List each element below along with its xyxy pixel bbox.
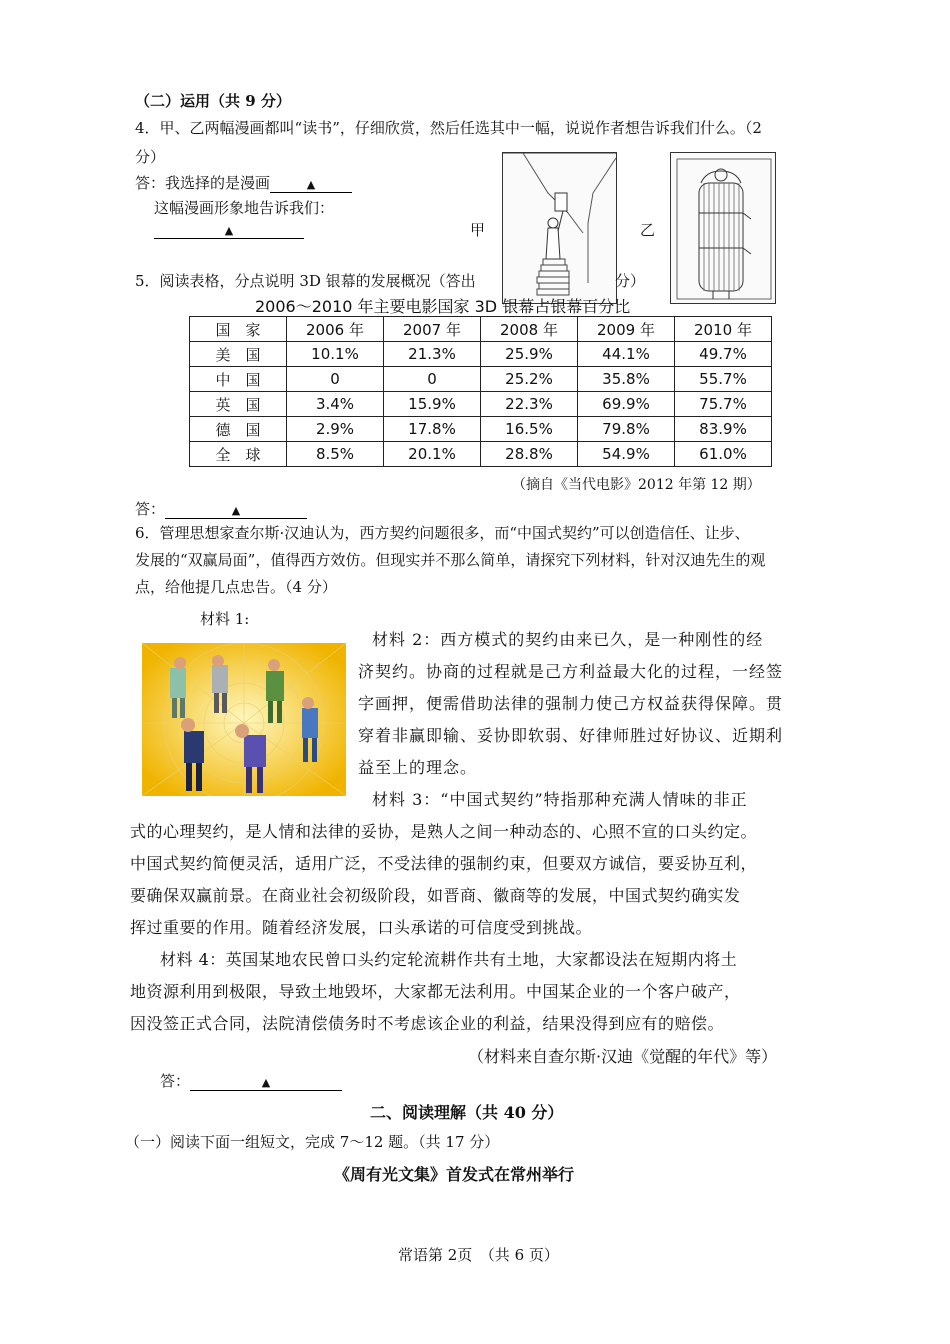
table-row	[190, 442, 772, 467]
table-cell: 25.9%	[481, 342, 578, 367]
table-cell: 16.5%	[481, 417, 578, 442]
cartoon-b-image	[670, 152, 776, 304]
q5-answer-prefix: 答：	[135, 500, 166, 518]
table-cell: 55.7%	[675, 367, 772, 392]
table-cell: 8.5%	[287, 442, 384, 467]
data-table	[189, 316, 772, 467]
material2-line1: 材料 2：西方模式的契约由来已久，是一种刚性的经	[372, 630, 764, 649]
q6-line3: 点，给他提几点忠告。（4 分）	[135, 578, 337, 596]
material3-line4: 要确保双赢前景。在商业社会初级阶段，如晋商、徽商等的发展，中国式契约确实发	[130, 886, 741, 905]
cartoon-a-label: 甲	[470, 221, 486, 239]
q5-prompt-tail: 分）	[615, 272, 646, 290]
table-header-row	[190, 317, 772, 342]
q5-answer-blank[interactable]	[165, 500, 307, 519]
q5-prompt-text: 5．阅读表格，分点说明 3D 银幕的发展概况（答出	[135, 272, 476, 290]
material2-line2: 济契约。协商的过程就是己方利益最大化的过程，一经签	[358, 662, 784, 681]
table-cell: 中 国	[190, 367, 287, 392]
q4-answer-line1	[135, 172, 352, 193]
q6-line2: 发展的“双赢局面”，值得西方效仿。但现实并不那么简单，请探究下列材料，针对汉迪先生的观	[135, 551, 766, 569]
material4-line2: 地资源利用到极限，导致土地毁坏，大家都无法利用。中国某企业的一个客户破产，	[130, 982, 741, 1001]
table-cell: 17.8%	[384, 417, 481, 442]
table-cell: 15.9%	[384, 392, 481, 417]
q4-answer-prefix: 答：我选择的是漫画	[135, 174, 271, 192]
material4-line3: 因没签正式合同，法院清偿债务时不考虑该企业的利益，结果没得到应有的赔偿。	[130, 1014, 725, 1033]
cartoon-b-label: 乙	[640, 221, 656, 239]
table-cell: 3.4%	[287, 392, 384, 417]
material3-line2: 式的心理契约，是人情和法律的妥协，是熟人之间一种动态的、心照不宣的口头约定。	[130, 822, 758, 841]
part2-heading: 二、阅读理解（共 40 分）	[370, 1103, 564, 1122]
table-source: （摘自《当代电影》2012 年第 12 期）	[512, 477, 761, 493]
q6-answer-prefix: 答：	[160, 1072, 191, 1090]
section-heading: （二）运用（共 9 分）	[135, 92, 291, 110]
table-cell: 美 国	[190, 342, 287, 367]
header-cell: 2009 年	[578, 317, 675, 342]
material2-line3: 字画押，便需借助法律的强制力使己方权益获得保障。贯	[358, 694, 784, 713]
table-cell: 44.1%	[578, 342, 675, 367]
cartoon-a-image	[502, 152, 617, 304]
blank-mark: ▲	[261, 1076, 271, 1089]
table-cell: 35.8%	[578, 367, 675, 392]
table-cell: 21.3%	[384, 342, 481, 367]
table-cell: 22.3%	[481, 392, 578, 417]
page-footer: 常语第 2页 （共 6 页）	[398, 1246, 559, 1264]
header-cell: 2006 年	[287, 317, 384, 342]
table-title: 2006～2010 年主要电影国家 3D 银幕占银幕百分比	[255, 297, 631, 316]
header-cell: 2007 年	[384, 317, 481, 342]
blank-mark: ▲	[224, 224, 234, 237]
part2-subheading: （一）阅读下面一组短文，完成 7～12 题。（共 17 分）	[125, 1133, 500, 1151]
header-cell: 国 家	[190, 317, 287, 342]
blank-mark: ▲	[306, 178, 316, 191]
table-row	[190, 392, 772, 417]
article-title: 《周有光文集》首发式在常州举行	[334, 1165, 575, 1184]
material2-line5: 益至上的理念。	[358, 758, 478, 777]
material2-line4: 穿着非赢即输、妥协即软弱、好律师胜过好协议、近期利	[358, 726, 784, 745]
q4-answer-blank-2[interactable]	[154, 220, 304, 239]
table-cell: 0	[287, 367, 384, 392]
material3-line3: 中国式契约简便灵活，适用广泛，不受法律的强制约束，但要双方诚信，要妥协互利，	[130, 854, 758, 873]
table-cell: 83.9%	[675, 417, 772, 442]
material3-line5: 挥过重要的作用。随着经济发展，口头承诺的可信度受到挑战。	[130, 918, 593, 937]
table-cell: 0	[384, 367, 481, 392]
q4-answer-blank[interactable]	[270, 174, 352, 193]
table-cell: 全 球	[190, 442, 287, 467]
material1-label: 材料 1:	[200, 610, 250, 628]
q6-answer	[160, 1070, 342, 1091]
table-cell: 英 国	[190, 392, 287, 417]
q4-answer-line3	[154, 220, 304, 239]
table-cell: 2.9%	[287, 417, 384, 442]
table-cell: 10.1%	[287, 342, 384, 367]
table-row	[190, 342, 772, 367]
q6-line1: 6．管理思想家查尔斯·汉迪认为，西方契约问题很多，而“中国式契约”可以创造信任、让步、	[135, 524, 750, 542]
header-cell: 2008 年	[481, 317, 578, 342]
q6-source: （材料来自查尔斯·汉迪《觉醒的年代》等）	[468, 1047, 778, 1066]
table-cell: 54.9%	[578, 442, 675, 467]
table-row	[190, 367, 772, 392]
table-cell: 德 国	[190, 417, 287, 442]
table-cell: 61.0%	[675, 442, 772, 467]
header-cell: 2010 年	[675, 317, 772, 342]
table-cell: 79.8%	[578, 417, 675, 442]
table-cell: 28.8%	[481, 442, 578, 467]
q5-answer	[135, 498, 307, 519]
blank-mark: ▲	[231, 504, 241, 517]
table-cell: 20.1%	[384, 442, 481, 467]
q4-line2: 分）	[135, 148, 166, 166]
material3-line1: 材料 3：“中国式契约”特指那种充满人情味的非正	[372, 790, 748, 809]
table-row	[190, 417, 772, 442]
q6-answer-blank[interactable]	[190, 1072, 342, 1091]
q4-line1: 4．甲、乙两幅漫画都叫“读书”，仔细欣赏，然后任选其中一幅，说说作者想告诉我们什么。（2	[135, 119, 762, 137]
table-cell: 75.7%	[675, 392, 772, 417]
q5-prompt	[135, 270, 476, 291]
table-cell: 69.9%	[578, 392, 675, 417]
table-cell: 25.2%	[481, 367, 578, 392]
material4-line1: 材料 4：英国某地农民曾口头约定轮流耕作共有土地，大家都设法在短期内将土	[160, 950, 738, 969]
table-cell: 49.7%	[675, 342, 772, 367]
q4-answer-line2: 这幅漫画形象地告诉我们：	[154, 199, 335, 217]
material1-image	[142, 643, 346, 796]
